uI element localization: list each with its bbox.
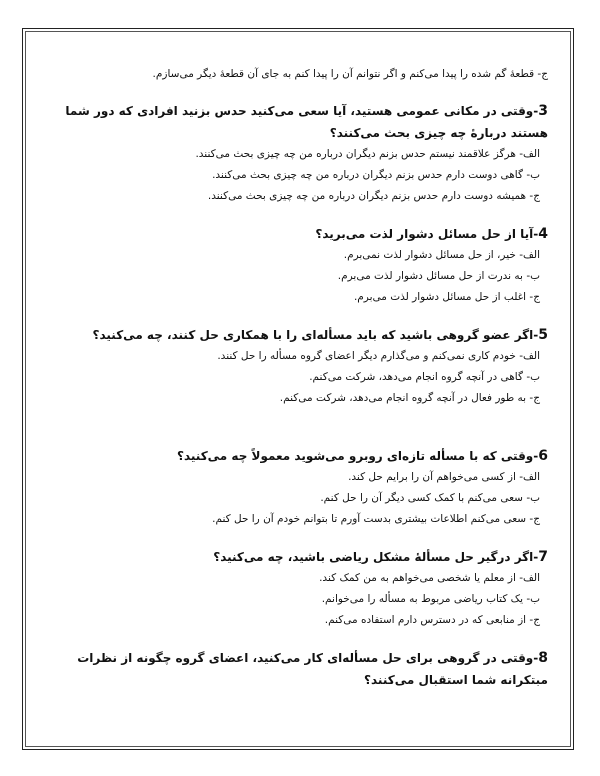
option-b: ب- گاهی در آنچه گروه انجام می‌دهد، شرکت می‌کنم. [309,371,540,383]
option-c: ج- همیشه دوست دارم حدس بزنم دیگران درباره من چه چیزی بحث می‌کنند. [207,190,540,202]
question-title [50,100,548,144]
question-8 [50,647,548,691]
option-a: الف- هرگز علاقمند نیستم حدس بزنم دیگران درباره من چه چیزی بحث می‌کنند. [195,148,540,160]
question-text: -وقتی در مکانی عمومی هستید، آیا سعی می‌کنید حدس بزنید افرادی که دور شما هستند دربارهٔ چه چیزی بحث می‌کنند؟ [65,104,548,140]
questionnaire [50,64,548,707]
question-number: 7 [538,549,548,565]
option-b: ب- گاهی دوست دارم حدس بزنم دیگران درباره من چه چیزی بحث می‌کنند. [212,169,540,181]
question-7 [50,546,548,631]
option-b: ب- سعی می‌کنم با کمک کسی دیگر آن را حل کنم. [320,492,540,504]
question-6 [50,445,548,530]
question-title [50,324,548,346]
question-text: -وقتی در گروهی برای حل مسأله‌ای کار می‌کنید، اعضای گروه چگونه از نظرات مبتکرانه شما استقبال می‌کنند؟ [77,651,548,687]
option-c: ج- از منابعی که در دسترس دارم استفاده می‌کنم. [324,614,540,626]
question-title [50,223,548,245]
question-text: -آیا از حل مسائل دشوار لذت می‌برید؟ [315,227,539,241]
question-4 [50,223,548,308]
option-c: ج- به طور فعال در آنچه گروه انجام می‌دهد، شرکت می‌کنم. [279,392,540,404]
question-title [50,546,548,568]
question-title [50,445,548,467]
option-b: ب- یک کتاب ریاضی مربوط به مسأله را می‌خوانم. [321,593,540,605]
question-3 [50,100,548,207]
option-a: الف- خودم کاری نمی‌کنم و می‌گذارم دیگر اعضای گروه مسأله را حل کنند. [217,350,540,362]
question-number: 8 [538,650,548,666]
question-text: -وقتی که با مسأله تازه‌ای روبرو می‌شوید معمولاً چه می‌کنید؟ [177,449,539,463]
option-a: الف- از معلم یا شخصی می‌خواهم به من کمک کند. [319,572,540,584]
question-title [50,647,548,691]
question-number: 5 [538,327,548,343]
option-b: ب- به ندرت از حل مسائل دشوار لذت می‌برم. [337,270,540,282]
option-c: ج- اغلب از حل مسائل دشوار لذت می‌برم. [353,291,540,303]
question-5 [50,324,548,409]
question-number: 6 [538,448,548,464]
question-text: -اگر عضو گروهی باشید که باید مسأله‌ای را با همکاری حل کنند، چه می‌کنید؟ [92,328,539,342]
option-a: الف- از کسی می‌خواهم آن را برایم حل کند. [348,471,540,483]
question-text: -اگر درگیر حل مسألهٔ مشکل ریاضی باشید، چه می‌کنید؟ [213,550,539,564]
intro-option: ج- قطعهٔ گم شده را پیدا می‌کنم و اگر نتوانم آن را پیدا کنم به جای آن قطعهٔ دیگر می‌سازم. [152,68,548,80]
option-a: الف- خیر، از حل مسائل دشوار لذت نمی‌برم. [343,249,540,261]
option-c: ج- سعی می‌کنم اطلاعات بیشتری بدست آورم تا بتوانم خودم آن را حل کنم. [212,513,540,525]
question-number: 4 [538,226,548,242]
question-number: 3 [538,103,548,119]
